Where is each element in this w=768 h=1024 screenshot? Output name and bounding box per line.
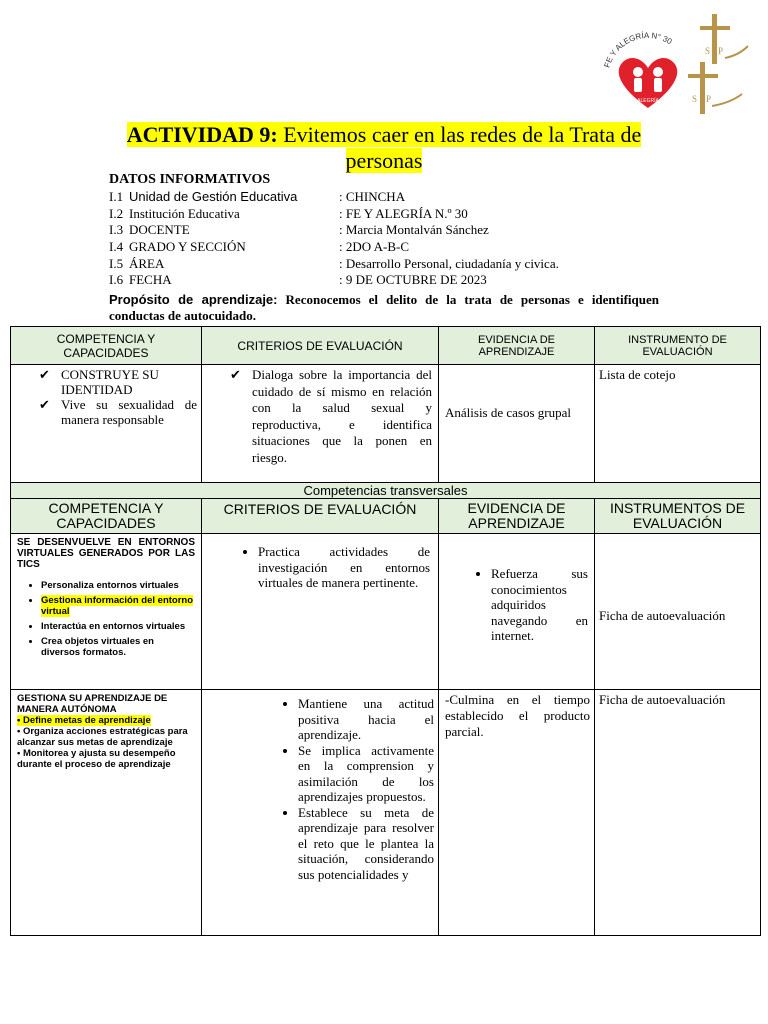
datos-label: DOCENTE: [129, 222, 190, 238]
competencia-cell: [11, 365, 202, 483]
transversal-title-row: [11, 483, 761, 499]
page-title: [0, 122, 768, 148]
header-competencia-2: COMPETENCIA Y CAPACIDADES: [11, 499, 202, 534]
datos-row: [109, 189, 669, 206]
activity-label: ACTIVIDAD 9:: [126, 122, 278, 147]
cross-letter-s-2: S: [692, 94, 698, 104]
evaluation-table: [10, 326, 761, 936]
instrumento-cell: Ficha de autoevaluación: [595, 690, 761, 936]
list-item: • Personaliza entornos virtuales: [41, 580, 195, 591]
criterio-cell: [202, 365, 439, 483]
table-header-row: [11, 327, 761, 365]
transversal-title: Competencias transversales: [11, 483, 761, 499]
proposito: [109, 292, 659, 324]
datos-informativos: [109, 172, 669, 289]
criterios-list: [202, 696, 438, 882]
title-text-2: personas: [345, 148, 423, 173]
datos-num: I.1: [109, 189, 124, 204]
header-instrumento: INSTRUMENTO DE EVALUACIÓN: [595, 327, 761, 365]
page-title-line2: [0, 148, 768, 174]
list-item: • Refuerza sus conocimientos adquiridos navegando en internet.: [491, 566, 588, 644]
evidencia-cell: [439, 534, 595, 690]
check-item: [39, 367, 197, 397]
datos-value: : FE Y ALEGRÍA N.º 30: [339, 205, 468, 221]
list-item: • Crea objetos virtuales en diversos formatos.: [41, 636, 195, 658]
list-item: • Practica actividades de investigación en entornos virtuales de manera pertinente.: [258, 544, 430, 591]
cross-icon-2: [688, 62, 742, 114]
criterio-cell: [202, 690, 439, 936]
datos-row: [109, 256, 669, 273]
datos-value: : 2DO A-B-C: [339, 239, 410, 255]
proposito-label: Propósito de aprendizaje:: [109, 292, 278, 307]
cross-letter-p: P: [718, 46, 724, 56]
datos-value: : Marcia Montalván Sánchez: [339, 222, 489, 238]
competencia-cell: [11, 690, 202, 936]
datos-row: [109, 206, 669, 223]
competencia-cell: [11, 534, 202, 690]
header-criterios: CRITERIOS DE EVALUACIÓN: [202, 327, 439, 365]
check-item: [230, 367, 432, 466]
competencia-title: GESTIONA SU APRENDIZAJE DE MANERA AUTÓNOMA: [17, 693, 168, 715]
list-item: • Se implica activamente en la comprension y asimilación de los aprendizajes propuestos.: [298, 743, 434, 805]
datos-row: [109, 272, 669, 289]
capacidad-item: • Organiza acciones estratégicas para alcanzar sus metas de aprendizaje: [17, 726, 188, 748]
header-evidencia: EVIDENCIA DE APRENDIZAJE: [439, 327, 595, 365]
datos-num: I.5: [109, 255, 124, 271]
capacidad-item: • Monitorea y ajusta su desempeño durante el proceso de aprendizaje: [17, 748, 176, 770]
school-logo: [600, 8, 760, 118]
datos-label: ÁREA: [129, 255, 165, 271]
datos-num: I.6: [109, 272, 124, 288]
header-instrumento-2: INSTRUMENTOS DE EVALUACIÓN: [595, 499, 761, 534]
logo-graphic: [600, 8, 760, 118]
list-item: [41, 595, 195, 617]
datos-label: FECHA: [129, 272, 172, 288]
proposito-text: Reconocemos el delito de la trata de personas e identifiquen conductas de autocuidado.: [109, 292, 659, 323]
instrumento-cell: Lista de cotejo: [595, 365, 761, 483]
capacidad-highlighted: • Define metas de aprendizaje: [17, 715, 151, 726]
datos-label: Institución Educativa: [129, 205, 240, 221]
table-row: [11, 534, 761, 690]
instrumento-cell: Ficha de autoevaluación: [595, 534, 761, 690]
datos-value: : CHINCHA: [339, 189, 406, 204]
datos-row: [109, 239, 669, 256]
datos-heading: DATOS INFORMATIVOS: [109, 172, 271, 187]
list-item: • Establece su meta de aprendizaje para resolver el reto que le plantea la situación, considerando sus potencialidades y: [298, 805, 434, 883]
datos-value: : 9 DE OCTUBRE DE 2023: [339, 272, 487, 288]
header-competencia: COMPETENCIA Y CAPACIDADES: [11, 327, 202, 365]
table-header-row-2: [11, 499, 761, 534]
evidencia-cell: Análisis de casos grupal: [439, 365, 595, 483]
datos-value: : Desarrollo Personal, ciudadanía y civica.: [339, 255, 559, 271]
criterio-cell: [202, 534, 439, 690]
evidencia-cell: -Culmina en el tiempo establecido el producto parcial.: [439, 690, 595, 936]
checkmark-icon: ✔: [39, 367, 50, 382]
datos-row: [109, 222, 669, 239]
cross-letter-s: S: [705, 46, 711, 56]
table-row: [11, 365, 761, 483]
table-row: [11, 690, 761, 936]
list-item: • Mantiene una actitud positiva hacia el aprendizaje.: [298, 696, 434, 743]
cross-icon: [700, 14, 748, 64]
capacidad-highlighted: Gestiona información del entorno virtual: [41, 595, 194, 617]
competencia-item: CONSTRUYE SU IDENTIDAD: [61, 367, 159, 397]
datos-num: I.2: [109, 205, 124, 221]
evidencia-list: [443, 566, 590, 644]
competencia-title: SE DESENVUELVE EN ENTORNOS VIRTUALES GENERADOS POR LAS TICS: [17, 537, 195, 570]
header-criterios-2: CRITERIOS DE EVALUACIÓN: [202, 499, 439, 534]
checkmark-icon: ✔: [230, 367, 241, 382]
checkmark-icon: ✔: [39, 397, 50, 412]
header-evidencia-2: EVIDENCIA DE APRENDIZAJE: [439, 499, 595, 534]
datos-label: GRADO Y SECCIÓN: [129, 239, 246, 255]
list-item: • Interactúa en entornos virtuales: [41, 621, 195, 632]
datos-label: Unidad de Gestión Educativa: [129, 189, 298, 204]
heart-label: ALEGRÍA: [637, 98, 659, 104]
capacidades-list: [17, 580, 195, 658]
logo-arc-text: FE Y ALEGRÍA N° 30: [602, 30, 674, 69]
criterio-text: Dialoga sobre la importancia del cuidado de sí mismo en relación con la salud sexual y reproductiva, e identifica situaciones que la ponen en riesgo.: [252, 367, 432, 465]
competencia-item: Vive su sexualidad de manera responsable: [61, 397, 197, 427]
criterios-list: [206, 544, 434, 591]
datos-num: I.3: [109, 222, 124, 238]
datos-num: I.4: [109, 239, 124, 255]
check-item: [39, 397, 197, 427]
cross-letter-p-2: P: [706, 94, 712, 104]
capacidad-item: [17, 715, 195, 726]
title-text-1: Evitemos caer en las redes de la Trata de: [277, 122, 642, 147]
